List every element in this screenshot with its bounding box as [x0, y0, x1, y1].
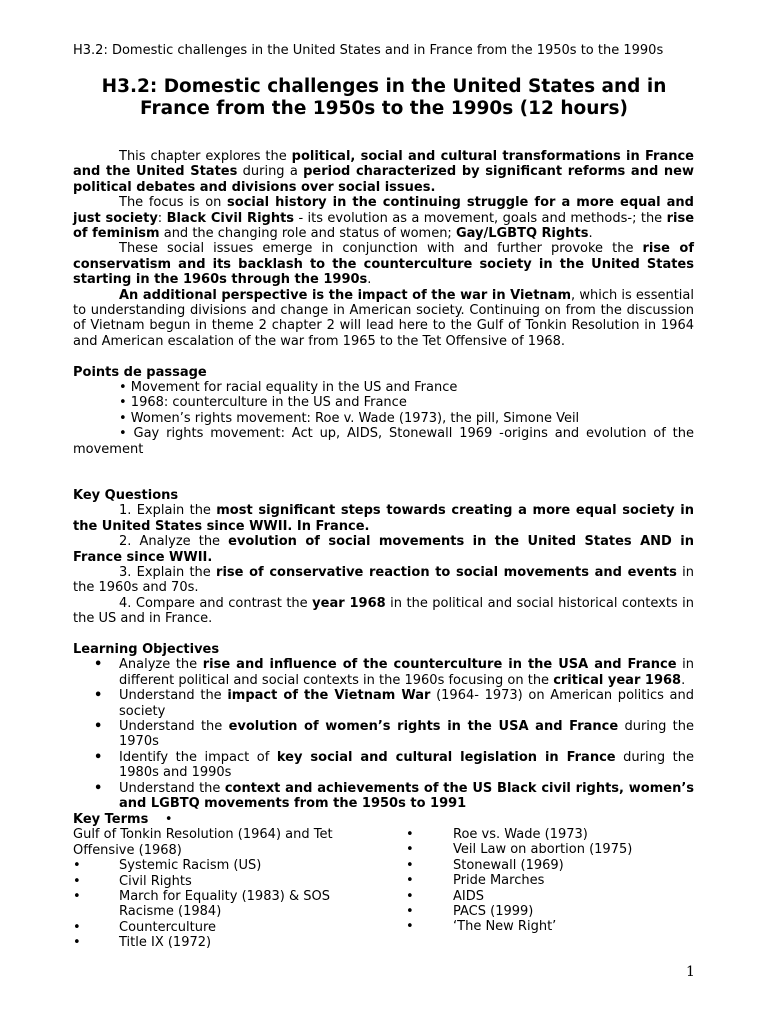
- intro-paragraph-1: This chapter explores the political, social and cultural transformations in France and the United States during a period characterized by significant reforms and new political debates and divisions over social issues.: [73, 149, 695, 195]
- running-header: H3.2: Domestic challenges in the United States and in France from the 1950s to the 1990s: [73, 43, 664, 58]
- passage-item: • Gay rights movement: Act up, AIDS, Stonewall 1969 -origins and evolution of the movement: [73, 426, 694, 457]
- intro-paragraph-4: An additional perspective is the impact of the war in Vietnam, which is essential to understanding divisions and change in American society. Continuing on from the discussion of Vietnam begun in theme 2 chapter 2 will lead here to the Gulf of Tonkin Resolution in 1964 and American escalation of the war from 1965 to the Tet Offensive of 1968.: [73, 287, 694, 349]
- objectives-list: [73, 657, 694, 811]
- bullet-icon: •: [73, 919, 81, 935]
- key-term-item: • ‘The New Right’: [406, 919, 557, 935]
- passage-heading: Points de passage: [73, 364, 207, 380]
- key-term-item: • Title IX (1972): [73, 935, 212, 951]
- bullet-icon: •: [73, 935, 81, 951]
- document-body: [73, 149, 694, 811]
- key-term-item: • Counterculture: [73, 919, 217, 935]
- bullet-icon: •: [406, 904, 414, 920]
- bullet-icon: •: [406, 873, 414, 889]
- objective-item: • Understand the evolution of women’s rights in the USA and France during the 1970s: [119, 719, 694, 750]
- key-term-item: • March for Equality (1983) & SOS Racisme (1984): [73, 889, 330, 920]
- question-1: 1. Explain the most significant steps towards creating a more equal society in the United States since WWII. In France.: [73, 503, 694, 534]
- key-terms-heading: Key Terms: [73, 812, 149, 827]
- bullet-icon: •: [406, 842, 414, 858]
- key-term-item: • Systemic Racism (US): [73, 858, 262, 874]
- bullet-icon: •: [73, 858, 81, 874]
- objective-item: • Identify the impact of key social and cultural legislation in France during the 1980s and 1990s: [119, 750, 694, 781]
- bullet-icon: •: [406, 888, 414, 904]
- bullet-icon: •: [406, 919, 414, 935]
- key-term-item: • Stonewall (1969): [406, 857, 564, 873]
- questions-heading: Key Questions: [73, 487, 179, 503]
- intro-paragraph-2: The focus is on social history in the continuing struggle for a more equal and just society: Black Civil Rights - its evolution as a movement, goals and methods-; the rise of feminism and the changing role and status of women; Gay/LGBTQ Rights.: [73, 195, 695, 242]
- question-3: 3. Explain the rise of conservative reaction to social movements and events in the 1960s and 70s.: [73, 564, 694, 596]
- key-term-item: • AIDS: [406, 888, 484, 904]
- question-2: 2. Analyze the evolution of social movements in the United States AND in France since WWII.: [73, 534, 694, 565]
- key-terms-left-column: [73, 812, 338, 951]
- passage-item: • Movement for racial equality in the US and France: [119, 380, 458, 396]
- bullet-icon: •: [406, 827, 414, 842]
- question-4: 4. Compare and contrast the year 1968 in the political and social historical contexts in the US and in France.: [73, 595, 695, 627]
- key-term-item: • Roe vs. Wade (1973): [406, 827, 588, 842]
- key-term-item: • PACS (1999): [406, 904, 534, 920]
- key-terms-right-column: [406, 827, 706, 935]
- objective-item: • Understand the context and achievements of the US Black civil rights, women’s and LGBTQ movements from the 1950s to 1991: [119, 781, 694, 812]
- passage-item: • 1968: counterculture in the US and France: [119, 395, 407, 411]
- objective-item: • Analyze the rise and influence of the counterculture in the USA and France in different political and social contexts in the 1960s focusing on the critical year 1968.: [119, 657, 694, 688]
- objective-item: • Understand the impact of the Vietnam War (1964- 1973) on American politics and society: [119, 688, 694, 719]
- bullet-icon: •: [164, 812, 173, 827]
- passage-item: • Women’s rights movement: Roe v. Wade (1973), the pill, Simone Veil: [119, 410, 580, 426]
- objectives-heading: Learning Objectives: [73, 641, 220, 657]
- bullet-icon: •: [73, 889, 81, 905]
- page-number: 1: [686, 964, 695, 980]
- key-term-item: • Veil Law on abortion (1975): [406, 842, 633, 858]
- key-term-item: • Civil Rights: [73, 873, 192, 889]
- document-title: H3.2: Domestic challenges in the United States and in France from the 1950s to the 1990s (12 hours): [101, 76, 667, 119]
- bullet-icon: •: [73, 873, 81, 889]
- bullet-icon: •: [406, 857, 414, 873]
- key-term-item: Gulf of Tonkin Resolution (1964) and Tet Offensive (1968): [73, 827, 333, 858]
- key-term-item: • Pride Marches: [406, 873, 545, 889]
- intro-paragraph-3: These social issues emerge in conjunction with and further provoke the rise of conservatism and its backlash to the counterculture society in the United States starting in the 1960s through the 1990s.: [73, 241, 694, 288]
